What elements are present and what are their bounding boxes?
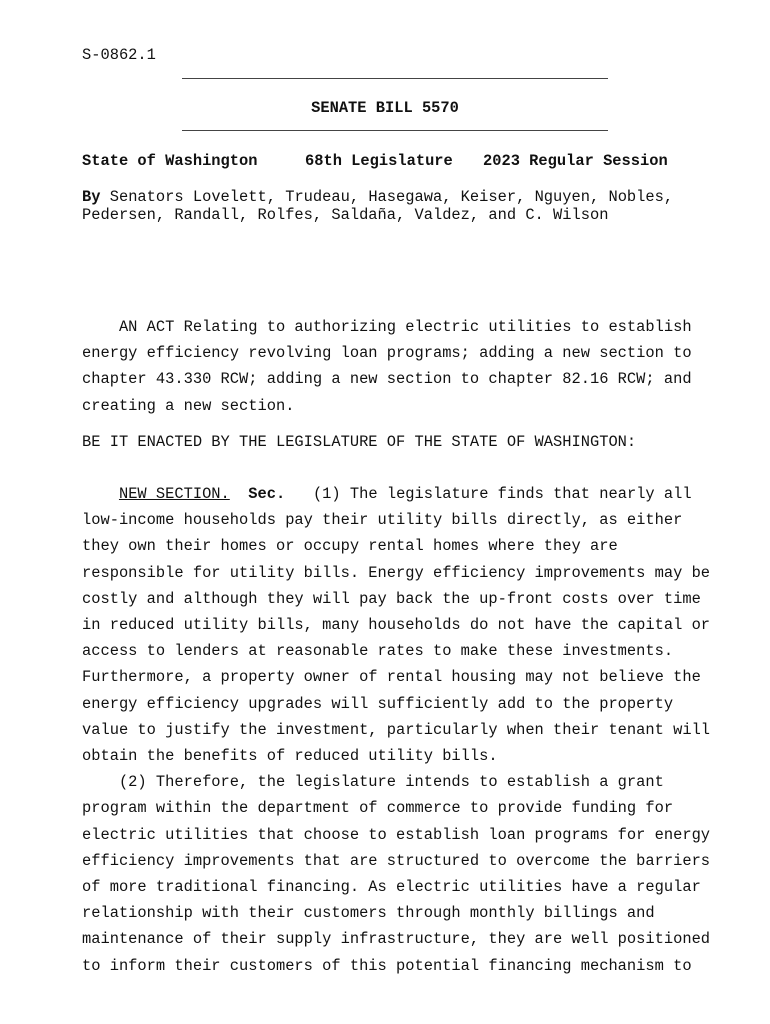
sponsors-line-1: [82, 188, 673, 206]
section-line: value to justify the investment, particularly when their tenant will: [82, 720, 711, 739]
by-label: By: [82, 188, 101, 206]
state-label: State of Washington: [82, 152, 258, 170]
act-line: chapter 43.330 RCW; adding a new section to chapter 82.16 RCW; and: [82, 370, 692, 389]
sponsors-line-2: Pedersen, Randall, Rolfes, Saldaña, Valdez, and C. Wilson: [82, 206, 609, 224]
session-label: 2023 Regular Session: [483, 152, 668, 170]
section-line: low-income households pay their utility bills directly, as either: [82, 511, 683, 530]
section-line: obtain the benefits of reduced utility bills.: [82, 747, 498, 766]
act-title: [82, 314, 722, 419]
section-line: maintenance of their supply infrastructure, they are well positioned: [82, 930, 711, 949]
section-line: energy efficiency upgrades will sufficiently add to the property: [82, 694, 674, 713]
act-line: energy efficiency revolving loan programs; adding a new section to: [82, 344, 692, 363]
section-line: program within the department of commerce to provide funding for: [82, 799, 674, 818]
section-line: (2) Therefore, the legislature intends to establish a grant: [82, 773, 664, 792]
section-first-line: [82, 481, 722, 507]
section-body: [82, 481, 722, 979]
section-line: to inform their customers of this potential financing mechanism to: [82, 956, 692, 975]
sponsors-text-1: Senators Lovelett, Trudeau, Hasegawa, Keiser, Nguyen, Nobles,: [100, 188, 674, 206]
bill-title: SENATE BILL 5570: [311, 99, 459, 117]
act-line: creating a new section.: [82, 396, 295, 415]
document-id: S-0862.1: [82, 46, 156, 64]
section-line: efficiency improvements that are structured to overcome the barriers: [82, 851, 711, 870]
title-rule-top: [182, 78, 608, 79]
section-line: they own their homes or occupy rental homes where they are: [82, 537, 618, 556]
section-line: costly and although they will pay back the up-front costs over time: [82, 589, 701, 608]
sec-label: Sec.: [248, 485, 286, 503]
new-section-label: NEW SECTION.: [118, 485, 230, 503]
section-line: electric utilities that choose to establish loan programs for energy: [82, 825, 711, 844]
title-rule-bottom: [182, 130, 608, 131]
legislature-label: 68th Legislature: [305, 152, 453, 170]
section-first-line-text: (1) The legislature finds that nearly all: [285, 485, 692, 503]
section-line: of more traditional financing. As electric utilities have a regular: [82, 878, 701, 897]
enacting-clause: BE IT ENACTED BY THE LEGISLATURE OF THE STATE OF WASHINGTON:: [82, 433, 637, 451]
section-line: relationship with their customers through monthly billings and: [82, 904, 655, 923]
section-line: in reduced utility bills, many households do not have the capital or: [82, 616, 711, 635]
section-line: responsible for utility bills. Energy efficiency improvements may be: [82, 563, 711, 582]
act-line: AN ACT Relating to authorizing electric utilities to establish: [82, 318, 692, 336]
section-line: Furthermore, a property owner of rental housing may not believe the: [82, 668, 701, 687]
section-line: access to lenders at reasonable rates to make these investments.: [82, 642, 674, 661]
